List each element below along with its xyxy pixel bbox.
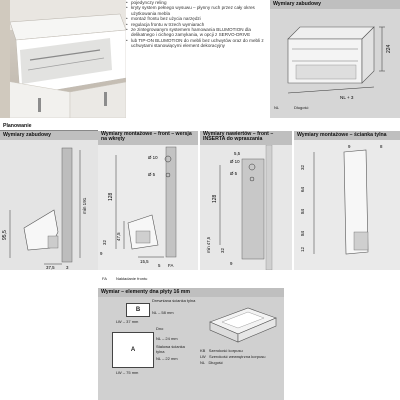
- installation-dims-header: Wymiary zabudowy: [0, 131, 98, 140]
- panel-title: Wymiary zabudowy: [270, 0, 400, 9]
- mounting-dims-header: Wymiary montażowe – front – wersja na wkręty: [98, 131, 198, 145]
- legend-text-length: Długość: [294, 105, 309, 110]
- feature-item: • lub TIP-ON BLUMOTION do mebli bez uchwytów oraz do mebli z uchwytami stanowiącymi element dekoracyjny: [126, 38, 264, 49]
- bottom-legend: [200, 348, 266, 366]
- dim-5-5: 5,5: [234, 151, 241, 156]
- panel-b-label: B: [126, 303, 150, 317]
- panel-b-width: LW – 37 mm: [116, 319, 139, 324]
- legend-text: Szerokość wewnętrzna korpusu: [209, 354, 266, 359]
- drawer-3d-drawing: [270, 9, 400, 118]
- feature-list: [126, 0, 264, 49]
- feature-item: • kryty system pełnego wysuwu – płynny ruch przez cały okres użytkowania mebla: [126, 5, 264, 16]
- dim-64-back: 64: [300, 186, 305, 192]
- feature-item: • ze zintegrowanym systemem hamowania BLUMOTION dla delikatnego i cichego zamykania, w opcji z SERVO-DRIVE: [126, 27, 264, 38]
- drilling-dims-header: Wymiary nawiertów – front – INSERTA do wpraszania: [200, 131, 292, 145]
- panel-a-height-1: NL – 24 mm: [156, 336, 178, 341]
- panel-a-width: LW – 75 mm: [116, 370, 139, 375]
- dim-95-5: 95,5: [2, 230, 8, 240]
- planning-header: Planowanie: [0, 122, 98, 131]
- dim-5: 5: [158, 263, 161, 268]
- installation-dimensions-panel: [270, 0, 400, 118]
- dim-9-back: 9: [348, 144, 351, 149]
- dim-32-back: 32: [300, 164, 305, 170]
- feature-item: • pojedynczy reling: [126, 0, 264, 5]
- panel-a-label: A: [112, 332, 154, 368]
- dim-fa: FA: [168, 263, 174, 268]
- dim-dia-5-inserta: Ø 5: [230, 171, 238, 176]
- dim-15-5: 15,5: [140, 259, 149, 264]
- drawer-iso-drawing: [200, 298, 284, 344]
- back-panel-drawing: [294, 140, 400, 270]
- dim-84-b: 84: [300, 230, 305, 236]
- dim-min-47-5: min 47,5: [206, 236, 211, 253]
- legend-text: Długość: [208, 360, 223, 365]
- legend-code: KB: [200, 348, 206, 353]
- legend-code: LW: [200, 354, 206, 359]
- panel-a-note-bottom: Dno: [156, 326, 164, 331]
- dim-dia-5: Ø 5: [148, 172, 156, 177]
- legend-code-nl: NL: [274, 105, 280, 110]
- dim-32-inserta: 32: [220, 248, 225, 253]
- dim-12-back: 12: [300, 246, 305, 252]
- drawer-illustration: [0, 0, 126, 118]
- panel-b-height: NL – 58 mm: [152, 310, 174, 315]
- dim-9: 9: [100, 251, 103, 256]
- dim-224: 224: [386, 44, 392, 53]
- back-panel-header: Wymiary montażowe – ścianka tylna: [294, 131, 400, 140]
- dim-47-5: 47,5: [116, 232, 121, 241]
- fa-code: FA: [102, 276, 107, 281]
- legend-code: NL: [200, 360, 206, 365]
- dim-84-a: 84: [300, 208, 305, 214]
- dim-128-inserta: 128: [212, 194, 218, 203]
- dim-3: 3: [66, 265, 69, 270]
- dim-dia-10-inserta: Ø 10: [230, 159, 240, 164]
- dim-128: 128: [108, 192, 114, 201]
- dim-9-inserta: 9: [230, 261, 233, 266]
- feature-item: • montaż frontu bez użycia narzędzi: [126, 16, 264, 21]
- kitchen-drawer-photo: [0, 0, 126, 118]
- dim-32: 32: [102, 240, 107, 245]
- dim-min-191: min 191: [82, 197, 87, 214]
- panel-b-note: Drewniana ścianka tylna: [152, 298, 196, 303]
- dim-37-5: 37,5: [46, 265, 55, 270]
- feature-item: • regulacja frontu w trzech wymiarach: [126, 22, 264, 27]
- dim-nl-plus-3: NL + 3: [340, 95, 354, 100]
- dim-8-back: 8: [380, 144, 383, 149]
- mounting-front-drawing: [98, 145, 198, 270]
- inserta-drilling-drawing: [200, 145, 292, 270]
- dim-dia-10: Ø 10: [148, 155, 158, 160]
- installation-side-drawing: [0, 140, 98, 270]
- bottom-title: Wymiar – elementy dna płyty 16 mm: [98, 288, 284, 297]
- fa-text: Nakładanie frontu: [116, 276, 148, 281]
- legend-text: Szerokość korpusu: [208, 348, 243, 353]
- panel-a-height-2: NL – 22 mm: [156, 356, 178, 361]
- panel-a-note-steel: Stalowa ścianka tylna: [156, 344, 185, 354]
